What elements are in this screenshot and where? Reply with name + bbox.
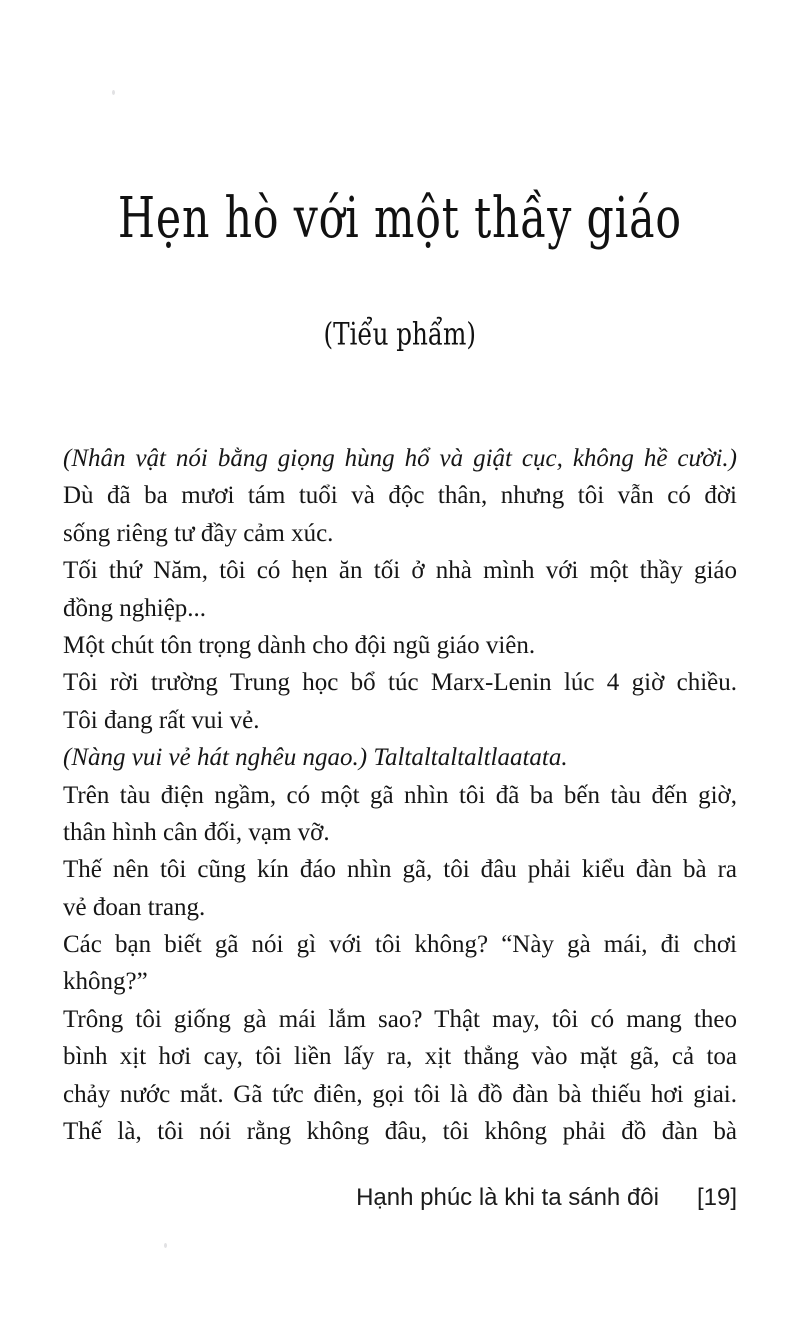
body-line: Thế nên tôi cũng kín đáo nhìn gã, tôi đâu phải kiểu đàn bà ra	[63, 856, 737, 884]
body-line: sống riêng tư đầy cảm xúc.	[63, 519, 334, 547]
body-line: Các bạn biết gã nói gì với tôi không? “Này gà mái, đi chơi	[63, 931, 737, 959]
body-line: Trông tôi giống gà mái lắm sao? Thật may, tôi có mang theo	[63, 1005, 737, 1033]
body-line: Tối thứ Năm, tôi có hẹn ăn tối ở nhà mình với một thầy giáo	[63, 557, 737, 585]
body-line: bình xịt hơi cay, tôi liền lấy ra, xịt thẳng vào mặt gã, cả toa	[63, 1043, 737, 1071]
body-line: (Nàng vui vẻ hát nghêu ngao.) Taltaltaltaltlaatata.	[63, 744, 568, 772]
chapter-subtitle: (Tiểu phẩm)	[323, 316, 477, 352]
running-title: Hạnh phúc là khi ta sánh đôi	[356, 1184, 659, 1211]
body-line: Tôi đang rất vui vẻ.	[63, 706, 260, 734]
body-line: Dù đã ba mươi tám tuổi và độc thân, nhưng tôi vẫn có đời	[63, 482, 737, 510]
page-footer	[63, 1184, 737, 1212]
body-line: Thế là, tôi nói rằng không đâu, tôi không phải đồ đàn bà	[63, 1118, 737, 1146]
body-line: thân hình cân đối, vạm vỡ.	[63, 818, 330, 846]
body-line: vẻ đoan trang.	[63, 893, 206, 921]
scan-artifact-dot	[164, 1243, 167, 1248]
chapter-title: Hẹn hò với một thầy giáo	[118, 186, 682, 251]
body-line: Tôi rời trường Trung học bổ túc Marx-Lenin lúc 4 giờ chiều.	[63, 669, 737, 697]
body-line: đồng nghiệp...	[63, 594, 207, 622]
scan-artifact-dot	[112, 90, 115, 95]
body-line: chảy nước mắt. Gã tức điên, gọi tôi là đồ đàn bà thiếu hơi giai.	[63, 1080, 737, 1108]
page-number: [19]	[696, 1184, 737, 1211]
body-line: (Nhân vật nói bằng giọng hùng hổ và giật cục, không hề cười.)	[63, 445, 737, 472]
body-text	[63, 440, 737, 1150]
chapter-subtitle-container	[0, 316, 800, 350]
chapter-title-container	[0, 186, 800, 251]
body-line: Một chút tôn trọng dành cho đội ngũ giáo viên.	[63, 631, 536, 659]
body-line: không?”	[63, 968, 148, 996]
body-line: Trên tàu điện ngầm, có một gã nhìn tôi đã ba bến tàu đến giờ,	[63, 781, 737, 809]
